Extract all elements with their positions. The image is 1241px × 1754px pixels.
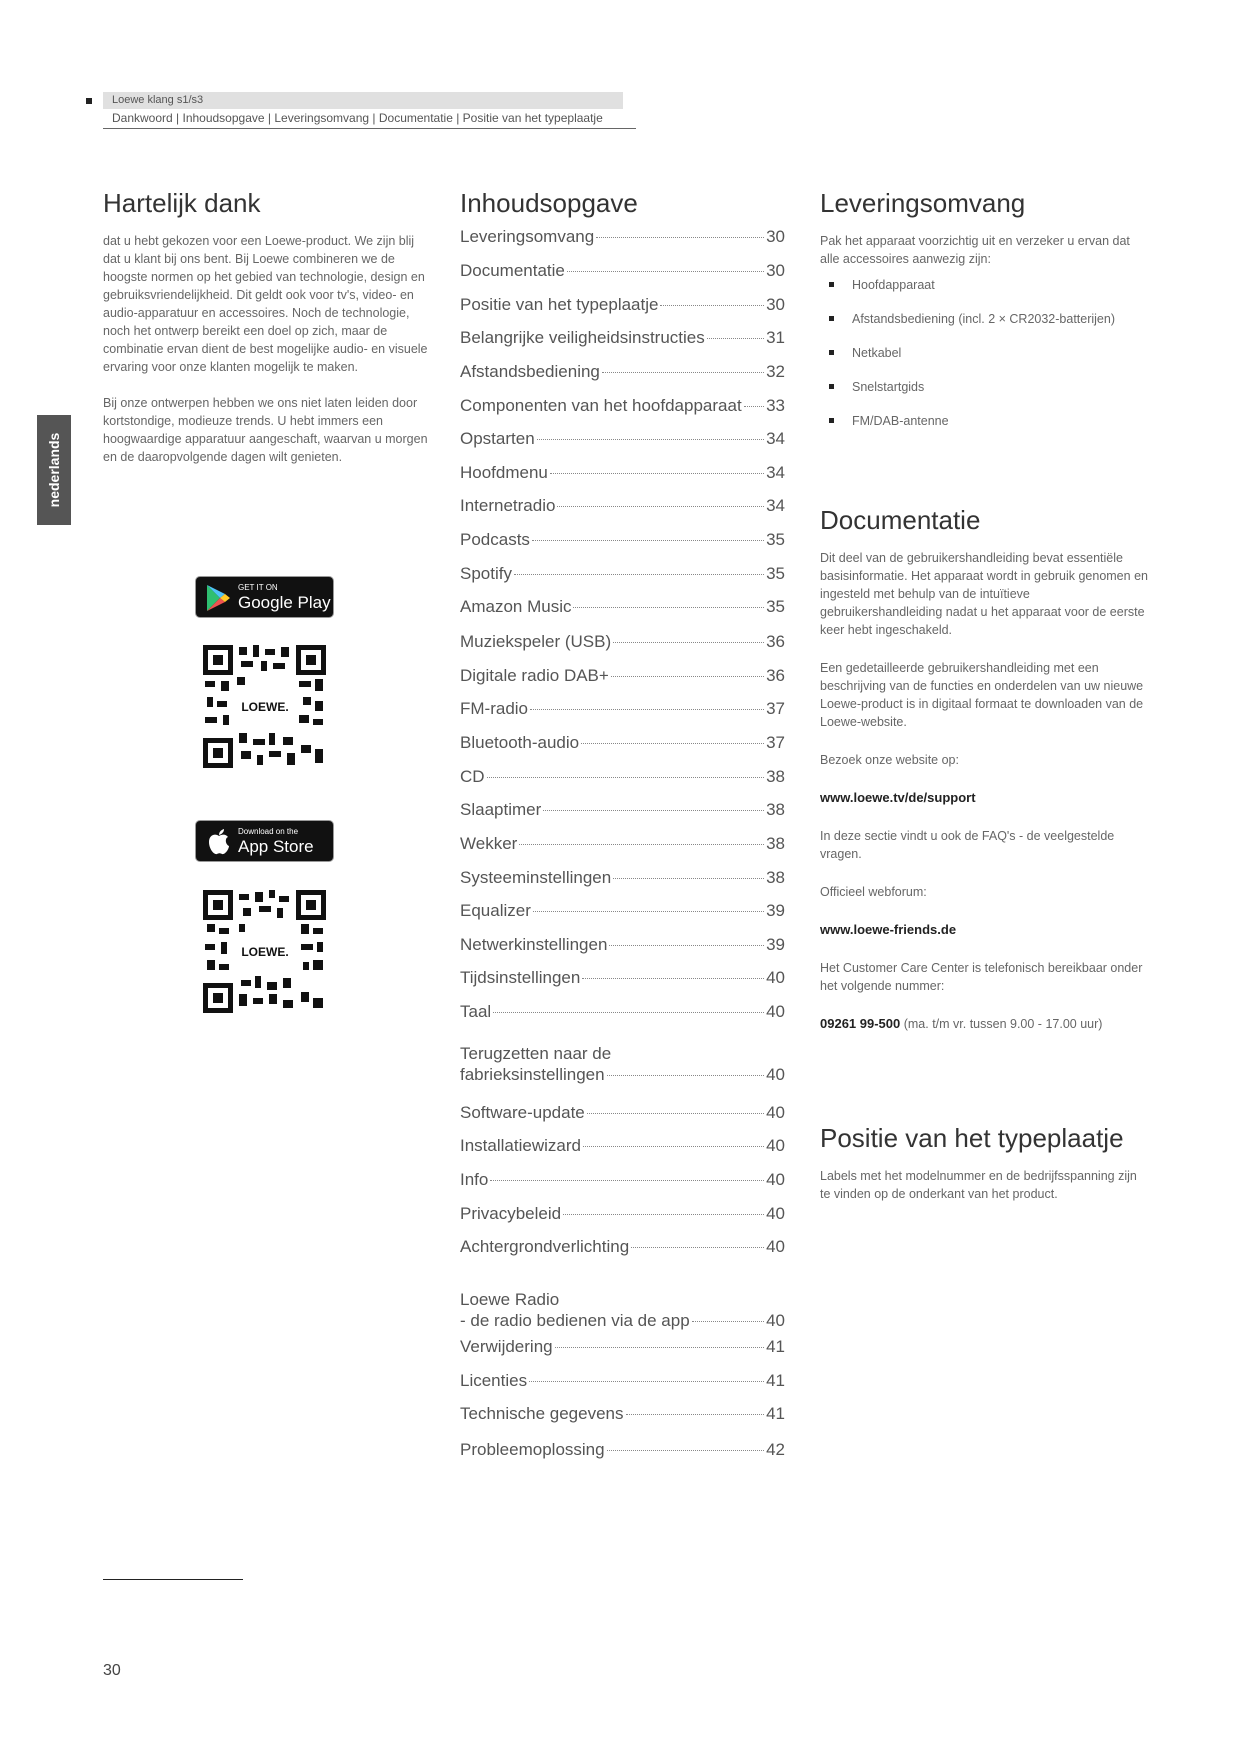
toc-leader-dots — [611, 676, 764, 677]
delivery-list-item — [826, 276, 1166, 310]
apple-icon — [207, 828, 231, 856]
toc-item-label: Software-update — [460, 1103, 585, 1122]
toc-item-label: Installatiewizard — [460, 1136, 581, 1155]
toc-item-label: Opstarten — [460, 429, 535, 448]
toc-item-label: Digitale radio DAB+ — [460, 666, 609, 685]
toc-leader-dots — [607, 1075, 764, 1076]
toc-item-page: 41 — [766, 1404, 785, 1423]
documentation-p1: Dit deel van de gebruikershandleiding bevat essentiële basisinformatie. Het apparaat wordt in gebruik genomen en ingesteld met behulp van de intuïtieve gebruikershandleiding nadat u het apparaat voor de eerste keer hebt ingeschakeld. — [820, 551, 1148, 637]
toc-leader-dots — [490, 1180, 764, 1181]
typeplate-text: Labels met het modelnummer en de bedrijfsspanning zijn te vinden op de onderkant van het product. — [820, 1169, 1137, 1201]
toc-leader-dots — [543, 810, 764, 811]
documentation-faq: In deze sectie vindt u ook de FAQ's - de veelgestelde vragen. — [820, 829, 1115, 861]
toc-item-label: Leveringsomvang — [460, 227, 595, 246]
header-square-bullet — [86, 98, 92, 104]
toc-item-label: Technische gegevens — [460, 1404, 624, 1423]
toc-leader-dots — [692, 1321, 764, 1322]
toc-item-page: 38 — [766, 834, 785, 853]
toc-item-page: 41 — [766, 1371, 785, 1390]
bullet-square-icon — [829, 282, 834, 287]
forum-label: Officieel webforum: — [820, 885, 927, 899]
delivery-item-label: FM/DAB-antenne — [852, 414, 949, 428]
phone-number: 09261 99-500 — [820, 1016, 901, 1031]
toc-leader-dots — [613, 642, 764, 643]
toc-item-page: 40 — [766, 1204, 785, 1223]
toc-item[interactable] — [460, 631, 785, 653]
toc-item[interactable] — [460, 1439, 785, 1461]
toc-item-label: Afstandsbediening — [460, 362, 600, 381]
toc-item-label: CD — [460, 767, 485, 786]
toc-item[interactable] — [460, 1370, 785, 1392]
footnote-rule — [103, 1579, 243, 1580]
delivery-list-item — [826, 310, 1166, 344]
toc-item-label: Equalizer — [460, 901, 531, 920]
delivery-item-label: Afstandsbediening (incl. 2 × CR2032-batterijen) — [852, 312, 1116, 326]
toc-item-page: 40 — [766, 1237, 785, 1256]
thanks-text — [103, 232, 433, 466]
app-store-badge[interactable] — [195, 820, 334, 862]
bullet-square-icon — [829, 418, 834, 423]
toc-leader-dots — [587, 1113, 764, 1114]
toc-item-first-line: Terugzetten naar de — [460, 1044, 612, 1063]
typeplate-title: Positie van het typeplaatje — [820, 1123, 1124, 1153]
toc-item-label: Amazon Music — [460, 597, 572, 616]
toc-item[interactable] — [460, 1236, 785, 1258]
toc-item-label: Info — [460, 1170, 489, 1189]
toc-leader-dots — [602, 372, 764, 373]
toc-item[interactable] — [460, 294, 785, 316]
google-play-badge-big: Google Play — [238, 593, 331, 612]
toc-leader-dots — [487, 777, 765, 778]
toc-leader-dots — [532, 540, 764, 541]
toc-title: Inhoudsopgave — [460, 188, 638, 218]
toc-item[interactable] — [460, 1169, 785, 1191]
app-store-qr-code — [203, 890, 326, 1013]
documentation-text — [820, 549, 1150, 1033]
toc-leader-dots — [581, 743, 764, 744]
qr-logo-2: LOEWE. — [241, 945, 289, 959]
toc-item[interactable] — [460, 462, 785, 484]
toc-leader-dots — [567, 271, 764, 272]
delivery-list — [826, 276, 1166, 446]
toc-item-label: Systeeminstellingen — [460, 868, 612, 887]
toc-item-page: 36 — [766, 666, 785, 685]
toc-item-page: 34 — [766, 463, 785, 482]
toc-leader-dots — [514, 574, 764, 575]
toc-leader-dots — [626, 1414, 765, 1415]
toc-item-label: Privacybeleid — [460, 1204, 562, 1223]
toc-item[interactable] — [460, 732, 785, 754]
delivery-item-label: Hoofdapparaat — [852, 278, 935, 292]
documentation-visit: Bezoek onze website op: — [820, 753, 959, 767]
toc-item[interactable] — [460, 1135, 785, 1157]
bullet-square-icon — [829, 384, 834, 389]
toc-item-page: 40 — [766, 1103, 785, 1122]
office-hours: (ma. t/m vr. tussen 9.00 - 17.00 uur) — [903, 1017, 1103, 1031]
toc-item-page: 34 — [766, 496, 785, 515]
toc-item-label: Taal — [460, 1002, 492, 1021]
delivery-intro: Pak het apparaat voorzichtig uit en verzeker u ervan dat alle accessoires aanwezig zijn: — [820, 234, 1130, 266]
toc-item-page: 40 — [766, 1170, 785, 1189]
toc-item-label: fabrieksinstellingen — [460, 1065, 605, 1084]
toc-item[interactable] — [460, 1203, 785, 1225]
toc-item-label: Slaaptimer — [460, 800, 542, 819]
toc-leader-dots — [660, 305, 764, 306]
toc-item-label: Netwerkinstellingen — [460, 935, 608, 954]
toc-item-page: 39 — [766, 901, 785, 920]
toc-item[interactable] — [460, 867, 785, 889]
toc-item-label: FM-radio — [460, 699, 529, 718]
documentation-title: Documentatie — [820, 505, 981, 535]
customer-care-text: Het Customer Care Center is telefonisch bereikbaar onder het volgende nummer: — [820, 961, 1143, 993]
toc-leader-dots — [607, 1450, 764, 1451]
toc-item[interactable] — [460, 799, 785, 821]
toc-leader-dots — [583, 1146, 764, 1147]
forum-link[interactable]: www.loewe-friends.de — [820, 922, 957, 937]
toc-item[interactable] — [460, 665, 785, 687]
toc-item-page: 37 — [766, 699, 785, 718]
toc-item-page: 40 — [766, 1002, 785, 1021]
bullet-square-icon — [829, 350, 834, 355]
toc-item-page: 37 — [766, 733, 785, 752]
bullet-square-icon — [829, 316, 834, 321]
toc-item-page: 32 — [766, 362, 785, 381]
toc-item[interactable] — [460, 833, 785, 855]
toc-item-page: 42 — [766, 1440, 785, 1459]
toc-leader-dots — [631, 1247, 764, 1248]
toc-item[interactable] — [460, 596, 785, 618]
header-product: Loewe klang s1/s3 — [112, 94, 204, 106]
toc-item-label: - de radio bedienen via de app — [460, 1311, 690, 1330]
toc-item-label: Verwijdering — [460, 1337, 553, 1356]
toc-item-page: 38 — [766, 800, 785, 819]
qr-logo-1: LOEWE. — [241, 700, 289, 714]
toc-item[interactable] — [460, 1336, 785, 1358]
toc-item-label: Documentatie — [460, 261, 565, 280]
support-link-line — [820, 789, 1150, 807]
toc-item[interactable] — [460, 563, 785, 585]
toc-item-label: Belangrijke veiligheidsinstructies — [460, 328, 705, 347]
app-store-badge-small: Download on the — [238, 827, 299, 836]
forum-link-line — [820, 921, 1150, 939]
toc-item-label: Componenten van het hoofdapparaat — [460, 396, 742, 415]
toc-leader-dots — [596, 237, 764, 238]
delivery-list-item — [826, 412, 1166, 446]
toc-item[interactable] — [460, 698, 785, 720]
toc-item-page: 38 — [766, 868, 785, 887]
delivery-title: Leveringsomvang — [820, 188, 1026, 218]
toc-item[interactable] — [460, 766, 785, 788]
toc-leader-dots — [529, 1381, 764, 1382]
toc-item-page: 38 — [766, 767, 785, 786]
toc-item-page: 34 — [766, 429, 785, 448]
google-play-badge-small: GET IT ON — [238, 583, 278, 592]
toc-leader-dots — [530, 709, 764, 710]
toc-item-page: 40 — [766, 1311, 785, 1330]
toc-leader-dots — [707, 338, 764, 339]
toc-item[interactable] — [460, 226, 785, 248]
thanks-paragraph-2: Bij onze ontwerpen hebben we ons niet laten leiden door kortstondige, modieuze trends. U hebt immers een hoogwaardige apparatuur aangeschaft, waarvan u morgen en de daaropvolgende dagen wilt genieten. — [103, 396, 428, 464]
toc-item-page: 40 — [766, 1136, 785, 1155]
toc-item[interactable] — [460, 1403, 785, 1425]
breadcrumb: Dankwoord | Inhoudsopgave | Leveringsomvang | Documentatie | Positie van het typeplaatje — [112, 111, 603, 125]
toc-leader-dots — [533, 911, 764, 912]
toc-leader-dots — [555, 1347, 764, 1348]
toc-leader-dots — [493, 1012, 764, 1013]
delivery-item-label: Snelstartgids — [852, 380, 925, 394]
toc-item[interactable] — [460, 361, 785, 383]
delivery-list-item — [826, 378, 1166, 412]
toc-item-page: 39 — [766, 935, 785, 954]
toc-item-label: Bluetooth-audio — [460, 733, 580, 752]
toc-item[interactable] — [460, 260, 785, 282]
toc-item-page: 33 — [766, 396, 785, 415]
toc-item-label: Muziekspeler (USB) — [460, 632, 612, 651]
toc-leader-dots — [582, 978, 764, 979]
google-play-badge[interactable] — [195, 576, 334, 618]
toc-item[interactable] — [460, 428, 785, 450]
toc-item-page: 30 — [766, 227, 785, 246]
toc-item-page: 40 — [766, 1065, 785, 1084]
thanks-paragraph-1: dat u hebt gekozen voor een Loewe-product. We zijn blij dat u klant bij ons bent. Bij Loewe combineren we de hoogste normen op het gebied van technologie, design en gebruiksvriendelijkheid. Dit geldt ook voor tv's, video- en audio-apparatuur en accessoires. Noch de technologie, noch het ontwerp bereikt een doel op zich, maar de combinatie ervan dient de best mogelijke audio- en visuele ervaring voor onze klanten mogelijk te maken. — [103, 234, 428, 374]
language-side-tab — [37, 415, 71, 525]
toc-item[interactable] — [460, 1290, 785, 1332]
toc-item[interactable] — [460, 327, 785, 349]
toc-item-page: 35 — [766, 597, 785, 616]
toc-item[interactable] — [460, 967, 785, 989]
toc-leader-dots — [609, 945, 764, 946]
toc-item-page: 40 — [766, 968, 785, 987]
toc-item-page: 36 — [766, 632, 785, 651]
support-link[interactable]: www.loewe.tv/de/support — [820, 790, 976, 805]
toc-leader-dots — [613, 878, 764, 879]
app-store-badge-big: App Store — [238, 837, 314, 856]
toc-item-page: 30 — [766, 261, 785, 280]
documentation-p2: Een gedetailleerde gebruikershandleiding met een beschrijving van de functies en onderdelen van uw nieuwe Loewe-product is in digitaal formaat te downloaden van de Loewe-website. — [820, 661, 1144, 729]
phone-line — [820, 1015, 1150, 1033]
toc-item-label: Internetradio — [460, 496, 556, 515]
toc-item[interactable] — [460, 900, 785, 922]
toc-leader-dots — [563, 1214, 764, 1215]
toc-item[interactable] — [460, 1001, 785, 1023]
toc-leader-dots — [573, 607, 764, 608]
toc-item-page: 30 — [766, 295, 785, 314]
thanks-title: Hartelijk dank — [103, 188, 261, 218]
toc-leader-dots — [744, 406, 764, 407]
toc-item-page: 41 — [766, 1337, 785, 1356]
google-play-qr-code — [203, 645, 326, 768]
toc-item-label: Achtergrondverlichting — [460, 1237, 630, 1256]
toc-item-label: Probleemoplossing — [460, 1440, 605, 1459]
toc-item-label: Licenties — [460, 1371, 528, 1390]
google-play-icon — [205, 584, 231, 612]
toc-item[interactable] — [460, 1044, 785, 1086]
toc-leader-dots — [550, 473, 764, 474]
toc-item[interactable] — [460, 934, 785, 956]
delivery-list-item — [826, 344, 1166, 378]
toc-item[interactable] — [460, 395, 785, 417]
toc-item-label: Podcasts — [460, 530, 530, 549]
toc-item-label: Tijdsinstellingen — [460, 968, 581, 987]
toc-item[interactable] — [460, 1102, 785, 1124]
header-rule — [103, 128, 636, 129]
language-side-tab-label: nederlands — [46, 432, 62, 508]
toc-item-label: Wekker — [460, 834, 518, 853]
toc-item-page: 35 — [766, 564, 785, 583]
toc-item-page: 31 — [766, 328, 785, 347]
toc-item-label: Spotify — [460, 564, 512, 583]
page-number: 30 — [103, 1662, 121, 1679]
toc-leader-dots — [537, 439, 764, 440]
toc-leader-dots — [519, 844, 764, 845]
toc-item-label: Positie van het typeplaatje — [460, 295, 659, 314]
toc-item[interactable] — [460, 495, 785, 517]
toc-item-first-line: Loewe Radio — [460, 1290, 560, 1309]
toc-item[interactable] — [460, 529, 785, 551]
toc-item-label: Hoofdmenu — [460, 463, 548, 482]
delivery-item-label: Netkabel — [852, 346, 902, 360]
toc-item-page: 35 — [766, 530, 785, 549]
toc-leader-dots — [557, 506, 764, 507]
